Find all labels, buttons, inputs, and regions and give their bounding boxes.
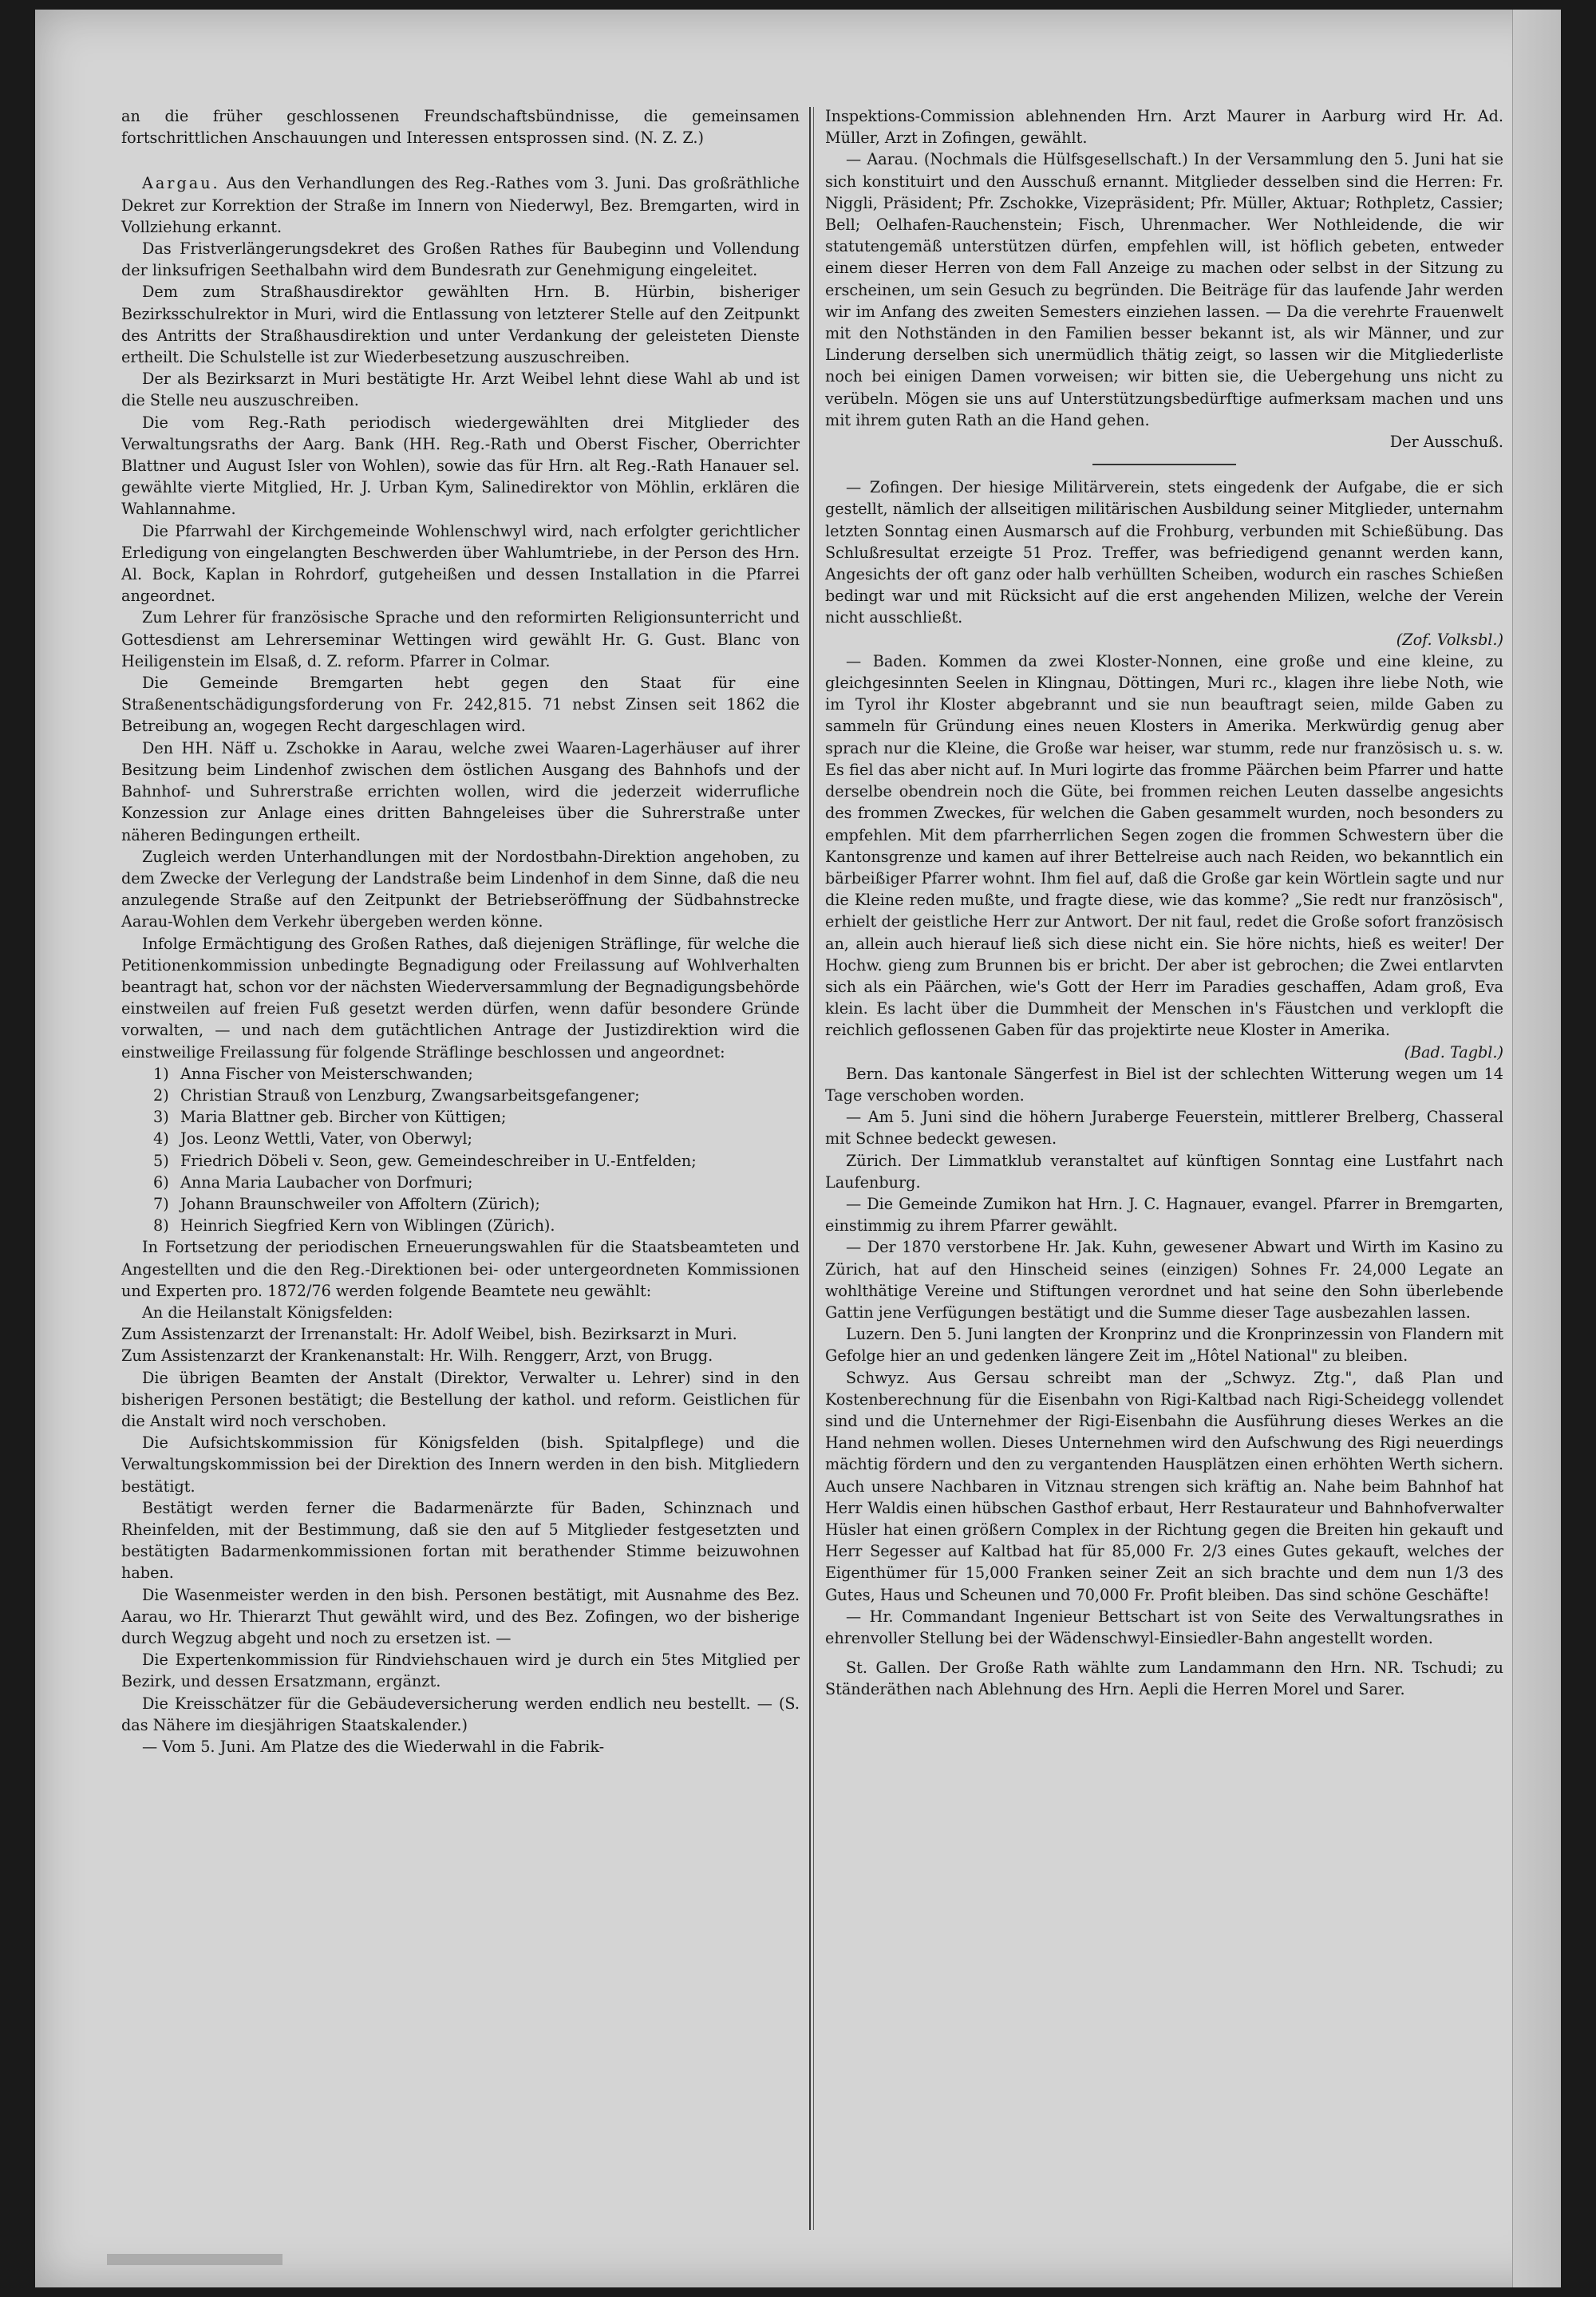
list-item: 5) Friedrich Döbeli v. Seon, gew. Gemeindeschreiber in U.-Entfelden; (153, 1151, 697, 1170)
paragraph: Zum Assistenzarzt der Krankenanstalt: Hr. Wilh. Renggerr, Arzt, von Brugg. (121, 1346, 713, 1366)
list-item: 3) Maria Blattner geb. Bircher von Küttigen; (153, 1108, 507, 1127)
paragraph: Die Kreisschätzer für die Gebäudeversicherung werden endlich neu bestellt. — (S. das Nähere im diesjährigen Staatskalender.) (121, 1694, 800, 1734)
paragraph: Zum Lehrer für französische Sprache und den reformirten Religionsunterricht und Gottesdienst am Lehrerseminar Wettingen wird gewählt Hr. G. Gust. Blanc von Heiligenstein im Elsaß, d. Z. reform. Pfarrer in Colmar. (121, 608, 800, 670)
paragraph: — Vom 5. Juni. Am Platze des die Wiederwahl in die Fabrik- (142, 1738, 605, 1757)
paragraph: Inspektions-Commission ablehnenden Hrn. Arzt Maurer in Aarburg wird Hr. Ad. Müller, Arzt in Zofingen, gewählt. (825, 107, 1503, 148)
paragraph: Zugleich werden Unterhandlungen mit der Nordostbahn-Direktion angehoben, zu dem Zwecke der Verlegung der Landstraße beim Lindenhof in dem Sinne, daß die neu anzulegende Straße auf den Zeitpunkt der Betriebseröffnung der Südbahnstrecke Aarau-Wohlen dem Verkehr übergeben werden könne. (121, 847, 800, 931)
separator (1092, 464, 1236, 465)
list-item: 7) Johann Braunschweiler von Affoltern (Zürich); (153, 1194, 540, 1213)
paragraph: Zum Assistenzarzt der Irrenanstalt: Hr. Adolf Weibel, bish. Bezirksarzt in Muri. (121, 1325, 737, 1344)
paragraph: Die Aufsichtskommission für Königsfelden (bish. Spitalpflege) und die Verwaltungskommission bei der Direktion des Innern werden in den bish. Mitgliedern bestätigt. (121, 1433, 800, 1496)
paragraph: — Hr. Commandant Ingenieur Bettschart ist von Seite des Verwaltungsrathes in ehrenvoller Stellung bei der Wädenschwyl-Einsiedler-Bahn angestellt worden. (825, 1607, 1503, 1648)
list-item: 6) Anna Maria Laubacher von Dorfmuri; (153, 1172, 473, 1192)
page-edge (1512, 10, 1561, 2287)
paragraph: Die Wasenmeister werden in den bish. Personen bestätigt, mit Ausnahme des Bez. Aarau, wo Hr. Thierarzt Thut gewählt wird, und des Bez. Zofingen, wo der bisherige durch Wegzug abgeht und noch zu ersetzen ist. — (121, 1585, 800, 1648)
column-rule-secondary (813, 107, 814, 2230)
article-zuerich: Zürich. Der Limmatklub veranstaltet auf künftigen Sonntag eine Lustfahrt nach Laufenburg. (825, 1151, 1503, 1192)
paragraph: Die Pfarrwahl der Kirchgemeinde Wohlenschwyl wird, nach erfolgter gerichtlicher Erledigung von eingelangten Beschwerden über Wahlumtriebe, in der Person des Hrn. Al. Bock, Kaplan in Rohrdorf, gutgeheißen und dessen Installation in die Pfarrei angeordnet. (121, 521, 800, 606)
prisoner-list (121, 1063, 800, 1237)
paragraph: In Fortsetzung der periodischen Erneuerungswahlen für die Staatsbeamteten und Angestellten und die den Reg.-Direktionen bei- oder untergeordneten Kommissionen und Experten pro. 1872/76 werden folgende Beamtete neu gewählt: (121, 1238, 800, 1300)
section-heading-aargau: Aargau. (142, 174, 220, 193)
list-item: 2) Christian Strauß von Lenzburg, Zwangsarbeitsgefangener; (153, 1085, 640, 1105)
article-baden: — Baden. Kommen da zwei Kloster-Nonnen, eine große und eine kleine, zu gleichgesinnten Seelen in Klingnau, Döttingen, Muri rc., klagen ihre liebe Noth, wie im Tyrol ihr Kloster abgebrannt und sie nun beauftragt seien, milde Gaben zu sammeln für Gründung eines neuen Klosters in Amerika. Merkwürdig genug aber sprach nur die Kleine, die Große war heiser, war stumm, rede nur französisch u. s. w. Es fiel das aber nicht auf. In Muri logirte das fromme Päärchen beim Pfarrer und hatte derselbe obendrein noch die Güte, bei frommen reichen Leuten dasselbe angesichts des frommen Zweckes, für welchen die Gaben gesammelt wurden, noch besonders zu empfehlen. Mit dem pfarrherrlichen Segen zogen die frommen Schwestern über die Kantonsgrenze und kamen auf ihrer Bettelreise auch nach Reiden, wo bekanntlich ein bärbeißiger Pfarrer wohnt. Ihm fiel auf, daß die Große gar kein Wörtlein sagte und nur die Kleine reden mußte, und fragte diese, wie das komme? „Sie redt nur französisch", erhielt der geistliche Herr zur Antwort. Der nit faul, redet die Große sofort französisch an, allein auch hierauf ließ sich diese nicht ein. Sie höre nichts, hieß es weiter! Der Hochw. gieng zum Brunnen bis er bricht. Der aber ist gebrochen; die Zwei entlarvten sich als ein Päärchen, wie's Gott der Herr im Paradies geschaffen, Adam groß, Eva klein. Es lacht über die Dummheit der Menschen in's Fäustchen und verklopft die reichlich geflossenen Gaben für das projektirte neue Kloster in Amerika. (825, 651, 1503, 1040)
paragraph: Der als Bezirksarzt in Muri bestätigte Hr. Arzt Weibel lehnt diese Wahl ab und ist die Stelle neu auszuschreiben. (121, 370, 800, 410)
article-bern: Bern. Das kantonale Sängerfest in Biel ist der schlechten Witterung wegen um 14 Tage verschoben worden. (825, 1064, 1503, 1105)
paragraph: Dem zum Straßhausdirektor gewählten Hrn. B. Hürbin, bisheriger Bezirksschulrektor in Muri, wird die Entlassung von letzterer Stelle auf den Zeitpunkt des Antritts der Straßhausdirektion und unter Verdankung der geleisteten Dienste ertheilt. Die Schulstelle ist zur Wiederbesetzung auszuschreiben. (121, 283, 800, 367)
paragraph: Die übrigen Beamten der Anstalt (Direktor, Verwalter u. Lehrer) sind in den bisherigen Personen bestätigt; die Bestellung der kathol. und reform. Geistlichen für die Anstalt wird noch verschoben. (121, 1368, 800, 1430)
list-item: 8) Heinrich Siegfried Kern von Wiblingen (Zürich). (153, 1216, 555, 1235)
paragraph: — Die Gemeinde Zumikon hat Hrn. J. C. Hagnauer, evangel. Pfarrer in Bremgarten, einstimmig zu ihrem Pfarrer gewählt. (825, 1194, 1503, 1235)
newspaper-page (35, 10, 1561, 2287)
paragraph: Den HH. Näff u. Zschokke in Aarau, welche zwei Waaren-Lagerhäuser auf ihrer Besitzung beim Lindenhof zwischen dem östlichen Ausgang des Bahnhofs und der Bahnhof- und Suhrerstraße errichten wollen, wird die jederzeit widerrufliche Konzession zur Anlage eines dritten Bahngeleises über die Suhrerstraße unter näheren Bedingungen ertheilt. (121, 738, 800, 844)
article-aargau-intro: Aargau. Aus den Verhandlungen des Reg.-Rathes vom 3. Juni. Das großräthliche Dekret zur Korrektion der Straße im Innern von Niederwyl, Bez. Bremgarten, wird in Vollziehung erkannt. (121, 174, 800, 236)
list-item: 1) Anna Fischer von Meisterschwanden; (153, 1064, 473, 1083)
right-column (825, 105, 1503, 1701)
article-zofingen: — Zofingen. Der hiesige Militärverein, stets eingedenk der Aufgabe, die er sich gestellt, nämlich der allseitigen militärischen Ausbildung seiner Mitglieder, unternahm letzten Sonntag einen Ausmarsch auf die Frohburg, verbunden mit Schießübung. Das Schlußresultat erzeigte 51 Proz. Treffer, was befriedigend genannt werden kann, Angesichts der oft ganz oder halb verhüllten Scheiben, wodurch ein rasches Schießen bedingt war und mit Rücksicht auf die erst angehenden Milizen, welche der Verein nicht ausschließt. (825, 478, 1503, 627)
paragraph: — Am 5. Juni sind die höhern Juraberge Feuerstein, mittlerer Brelberg, Chasseral mit Schnee bedeckt gewesen. (825, 1108, 1503, 1148)
article-st-gallen: St. Gallen. Der Große Rath wählte zum Landammann den Hrn. NR. Tschudi; zu Ständeräthen nach Ablehnung des Hrn. Aepli die Herren Morel und Sarer. (825, 1659, 1503, 1699)
article-continuation: an die früher geschlossenen Freundschaftsbündnisse, die gemeinsamen fortschrittlichen Anschauungen und Interessen entsprossen sind. (N. Z. Z.) (121, 107, 800, 148)
paragraph: Die Expertenkommission für Rindviehschauen wird je durch ein 5tes Mitglied per Bezirk, und dessen Ersatzmann, ergänzt. (121, 1651, 800, 1691)
list-item: 4) Jos. Leonz Wettli, Vater, von Oberwyl; (153, 1129, 473, 1148)
left-column (121, 105, 800, 1757)
paragraph: Das Fristverlängerungsdekret des Großen Rathes für Baubeginn und Vollendung der linksufrigen Seethalbahn wird dem Bundesrath zur Genehmigung eingeleitet. (121, 239, 800, 280)
paragraph: — Der 1870 verstorbene Hr. Jak. Kuhn, gewesener Abwart und Wirth im Kasino zu Zürich, hat auf den Hinscheid seines (einzigen) Sohnes Fr. 24,000 Legate an wohlthätige Vereine und Stiftungen verordnet und hat seine den Sohn überlebende Gattin jene Verfügungen bestätigt und die Summe dieser Tage ausbezahlen lassen. (825, 1238, 1503, 1322)
paragraph: Die vom Reg.-Rath periodisch wiedergewählten drei Mitglieder des Verwaltungsraths der Aarg. Bank (HH. Reg.-Rath und Oberst Fischer, Oberrichter Blattner und August Isler von Wohlen), sowie das für Hrn. alt Reg.-Rath Hanauer sel. gewählte vierte Mitglied, Hr. J. Urban Kym, Salinedirektor von Möhlin, erklären die Wahlannahme. (121, 413, 800, 519)
source-citation: (Zof. Volksbl.) (1396, 630, 1503, 649)
source-citation: (Bad. Tagbl.) (1404, 1042, 1503, 1062)
column-rule (809, 107, 811, 2230)
paragraph: Infolge Ermächtigung des Großen Rathes, daß diejenigen Sträflinge, für welche die Petitionenkommission unbedingte Begnadigung oder Freilassung auf Wohlverhalten beantragt hat, schon vor der nächsten Wiederversammlung der Begnadigungsbehörde einstweilen auf freien Fuß gesetzt werden dürfen, wenn dafür besondere Gründe vorwalten, — und nach dem gutächtlichen Antrage der Justizdirektion wird die einstweilige Freilassung für folgende Sträflinge beschlossen und angeordnet: (121, 934, 800, 1062)
article-aargau-hilfsgesellschaft: — Aarau. (Nochmals die Hülfsgesellschaft.) In der Versammlung den 5. Juni hat sie sich konstituirt und den Ausschuß ernannt. Mitglieder desselben sind die Herren: Fr. Niggli, Präsident; Pfr. Zschokke, Vizepräsident; Pfr. Müller, Aktuar; Rothpletz, Cassier; Bell; Oelhafen-Rauchenstein; Fisch, Uhrenmacher. Wer Nothleidende, die wir statutengemäß unterstützen dürfen, empfehlen will, ist höflich gebeten, entweder einem dieser Herren von dem Fall Anzeige zu machen oder selbst in der Sitzung zu erscheinen, um sein Gesuch zu begründen. Die Beiträge für das laufende Jahr werden wir im Anfang des zweiten Semesters einziehen lassen. — Da die verehrte Frauenwelt mit den Nothständen in den Familien besser bekannt ist, als wir Männer, und zur Linderung derselben sich unermüdlich thätig zeigt, so lassen wir die Mitgliederliste noch bei einigen Damen vorweisen; wir bitten sie, die Uebergehung uns nicht zu verübeln. Mögen sie uns auf Unterstützungsbedürftige aufmerksam machen und uns mit ihrem guten Rath an die Hand gehen. (825, 150, 1503, 429)
article-schwyz: Schwyz. Aus Gersau schreibt man der „Schwyz. Ztg.", daß Plan und Kostenberechnung für die Eisenbahn von Rigi-Kaltbad nach Rigi-Scheidegg vollendet sind und die Unternehmer der Rigi-Eisenbahn die Ausführung dieses Werkes an die Hand nehmen wollen. Dieses Unternehmen wird den Aufschwung des Rigi neuerdings mächtig fördern und den zu vergantenden Hausplätzen einen erhöhten Werth sichern. Auch unsere Nachbaren in Vitznau strengen sich kräftig an. Nahe beim Bahnhof hat Herr Waldis einen hübschen Gasthof erbaut, Herr Restaurateur und Bahnhofverwalter Hüsler hat einen größern Complex in der Richtung gegen die Breiten hin gekauft und Herr Segesser auf Kaltbad hat für 85,000 Fr. 2/3 eines Gutes gekauft, welches der Eigenthümer für 15,000 Franken seiner Zeit an sich brachte und dem nun 1/3 des Gutes, Haus und Scheunen und 70,000 Fr. Profit bleiben. Das sind schöne Geschäfte! (825, 1368, 1503, 1604)
article-luzern: Luzern. Den 5. Juni langten der Kronprinz und die Kronprinzessin von Flandern mit Gefolge hier an und gedenken längere Zeit im „Hôtel National" zu bleiben. (825, 1325, 1503, 1366)
paragraph: An die Heilanstalt Königsfelden: (142, 1303, 393, 1322)
print-smudge (107, 2254, 282, 2265)
signature: Der Ausschuß. (1389, 433, 1503, 452)
paragraph: Die Gemeinde Bremgarten hebt gegen den Staat für eine Straßenentschädigungsforderung von Fr. 242,815. 71 nebst Zinsen seit 1862 die Betreibung an, wogegen Recht dargeschlagen wird. (121, 674, 800, 736)
paragraph: Bestätigt werden ferner die Badarmenärzte für Baden, Schinznach und Rheinfelden, mit der Bestimmung, daß sie den auf 5 Mitglieder festgesetzten und bestätigten Badarmenkommissionen fortan mit berathender Stimme beizuwohnen haben. (121, 1498, 800, 1583)
